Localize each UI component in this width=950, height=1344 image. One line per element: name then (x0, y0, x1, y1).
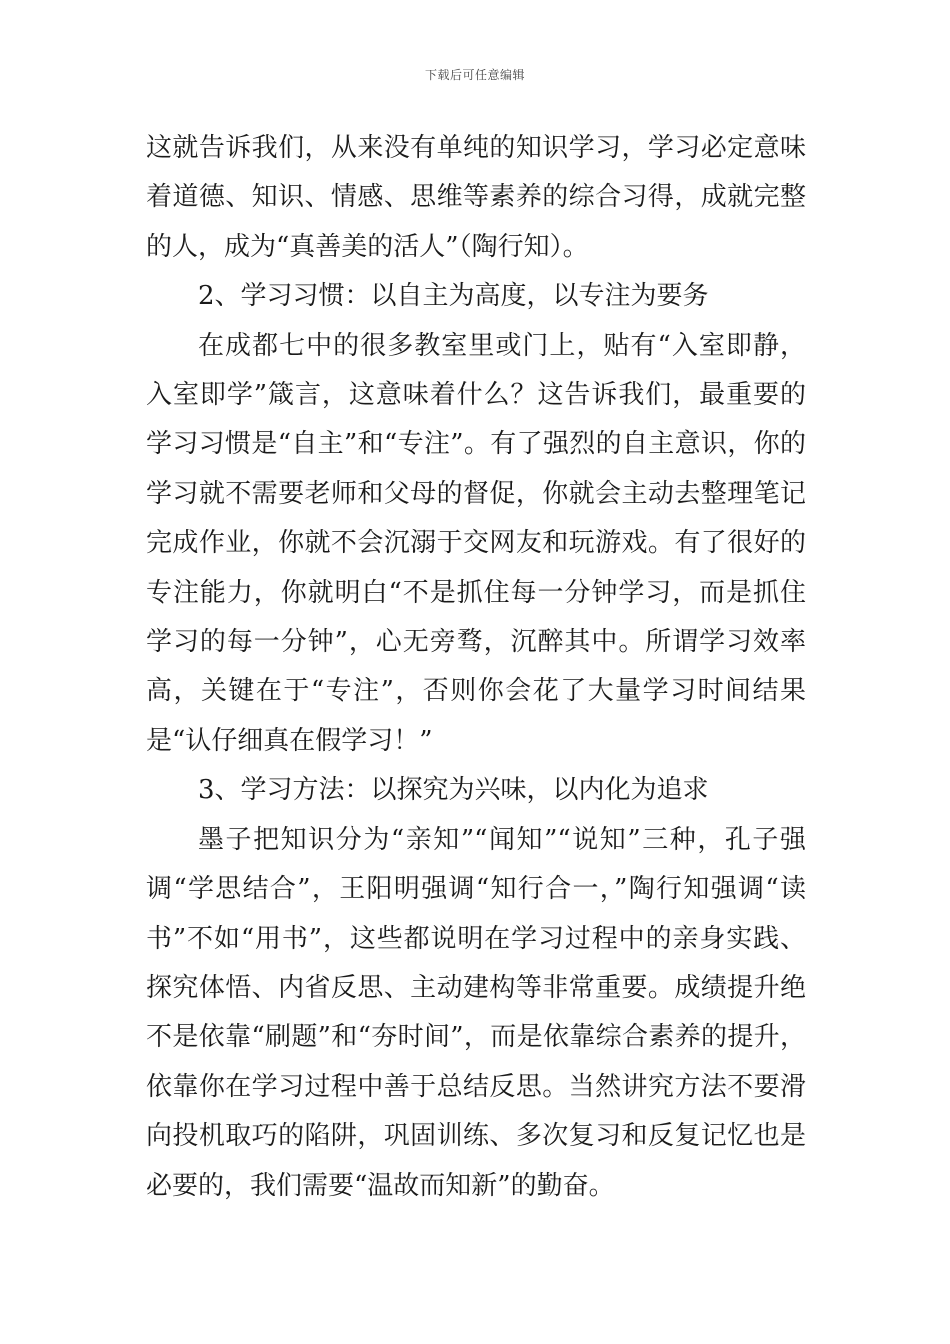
paragraph-study-habits: 在成都七中的很多教室里或门上，贴有“入室即静，入室即学”箴言，这意味着什么？这告诉我们，最重要的学习习惯是“自主”和“专注”。有了强烈的自主意识，你的学习就不需要老师和父母的督促，你就会主动去整理笔记完成作业，你就不会沉溺于交网友和玩游戏。有了很好的专注能力，你就明白“不是抓住每一分钟学习，而是抓住学习的每一分钟”，心无旁骛，沉醉其中。所谓学习效率高，关键在于“专注”，否则你会花了大量学习时间结果是“认仔细真在假学习！” (146, 330, 806, 756)
paragraph-study-methods: 墨子把知识分为“亲知”“闻知”“说知”三种，孔子强调“学思结合”，王阳明强调“知行合一，”陶行知强调“读书”不如“用书”，这些都说明在学习过程中的亲身实践、探究体悟、内省反思、主动建构等非常重要。成绩提升绝不是依靠“刷题”和“夯时间”，而是依靠综合素养的提升，依靠你在学习过程中善于总结反思。当然讲究方法不要滑向投机取巧的陷阱，巩固训练、多次复习和反复记忆也是必要的，我们需要“温故而知新”的勤奋。 (146, 824, 806, 1201)
page-header: 下载后可任意编辑 (424, 68, 525, 82)
section-heading-study-methods: 3、学习方法：以探究为兴味，以内化为追求 (198, 775, 709, 806)
section-heading-study-habits: 2、学习习惯：以自主为高度，以专注为要务 (198, 281, 709, 312)
document-body (146, 124, 806, 1211)
paragraph-intro: 这就告诉我们，从来没有单纯的知识学习，学习必定意味着道德、知识、情感、思维等素养的综合习得，成就完整的人，成为“真善美的活人”（陶行知）。 (146, 133, 806, 262)
